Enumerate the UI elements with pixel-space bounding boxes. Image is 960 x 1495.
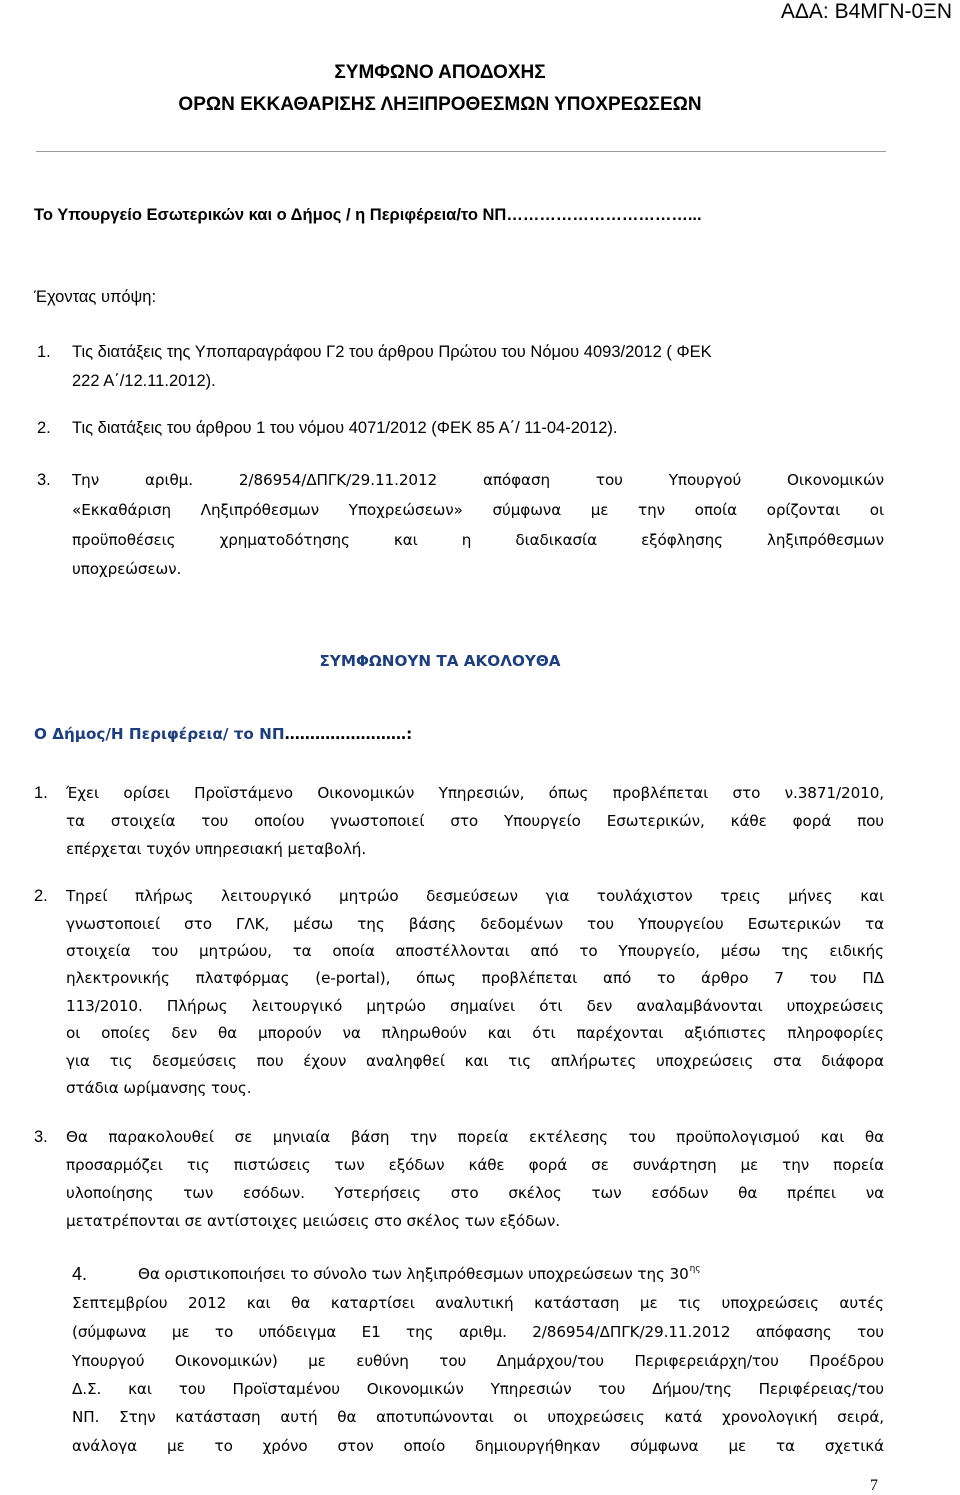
item-4-line-7: ανάλογα με το χρόνο στον οποίο δημιουργήθηκαν σύμφωνα με τα σχετικά [72, 1437, 884, 1455]
item-1-line-2: τα στοιχεία του οποίου γνωστοποιεί στο Υπουργείο Εσωτερικών, κάθε φορά που [66, 812, 884, 830]
parties-line: Το Υπουργείο Εσωτερικών και ο Δήμος / η Περιφέρεια/το ΝΠ……………………………... [34, 206, 702, 224]
consideration-3-line-3: προϋποθέσεις χρηματοδότησης και η διαδικασία εξόφλησης ληξιπρόθεσμων [72, 531, 884, 549]
item-3-line-3: υλοποίησης των εσόδων. Υστερήσεις στο σκέλος των εσόδων θα πρέπει να [66, 1184, 884, 1202]
item-2-line-5: 113/2010. Πλήρως λειτουργικό μητρώο σημαίνει ότι δεν αναλαμβάνονται υποχρεώσεις [66, 997, 884, 1015]
consideration-3-number: 3. [37, 471, 51, 489]
party-line-label: Ο Δήμος/Η Περιφέρεια/ το ΝΠ [34, 725, 285, 743]
item-2-line-4: ηλεκτρονικής πλατφόρμας (e-portal), όπως προβλέπεται από το άρθρο 7 του ΠΔ [66, 969, 884, 987]
item-3-line-2: προσαρμόζει τις πιστώσεις των εξόδων κάθε φορά σε συνάρτηση με την πορεία [66, 1156, 884, 1174]
item-4-line-1-wrap [138, 1265, 700, 1283]
item-1-number: 1. [34, 784, 48, 802]
item-2-line-6: οι οποίες δεν θα μπορούν να πληρωθούν και ότι παρέχονται αξιόπιστες πληροφορίες [66, 1024, 884, 1042]
item-1-line-3: επέρχεται τυχόν υπηρεσιακή μεταβολή. [66, 840, 367, 858]
item-3-number: 3. [34, 1128, 48, 1146]
item-3-line-1: Θα παρακολουθεί σε μηνιαία βάση την πορεία εκτέλεσης του προϋπολογισμού και θα [66, 1128, 884, 1146]
consideration-1-line-1: Τις διατάξεις της Υποπαραγράφου Γ2 του άρθρου Πρώτου του Νόμου 4093/2012 ( ΦΕΚ [72, 343, 712, 361]
consideration-3-line-4: υποχρεώσεων. [72, 560, 182, 578]
item-2-line-8: στάδια ωρίμανσης τους. [66, 1079, 252, 1097]
consideration-2-number: 2. [37, 419, 51, 437]
title-divider [36, 151, 886, 152]
item-2-line-3: στοιχεία του μητρώου, τα οποία αποστέλλονται από το Υπουργείο, μέσω της ειδικής [66, 942, 884, 960]
party-line [34, 725, 412, 743]
item-2-line-1: Τηρεί πλήρως λειτουργικό μητρώο δεσμεύσεων για τουλάχιστον τρεις μήνες και [66, 887, 884, 905]
item-2-number: 2. [34, 887, 48, 905]
considering-heading: Έχοντας υπόψη: [34, 288, 157, 306]
item-2-line-2: γνωστοποιεί στο ΓΛΚ, μέσω της βάσης δεδομένων του Υπουργείου Εσωτερικών τα [66, 915, 884, 933]
item-4-line-6: ΝΠ. Στην κατάσταση αυτή θα αποτυπώνονται οι υποχρεώσεις κατά χρονολογική σειρά, [72, 1408, 884, 1426]
item-4-line-3: (σύμφωνα με το υπόδειγμα Ε1 της αριθμ. 2/86954/ΔΠΓΚ/29.11.2012 απόφασης του [72, 1323, 884, 1341]
agree-heading: ΣΥΜΦΩΝΟΥΝ ΤΑ ΑΚΟΛΟΥΘΑ [319, 652, 561, 670]
item-4-line-4: Υπουργού Οικονομικών) με ευθύνη του Δημάρχου/του Περιφερειάρχη/του Προέδρου [72, 1352, 884, 1370]
consideration-3-line-1: Την αριθμ. 2/86954/ΔΠΓΚ/29.11.2012 απόφαση του Υπουργού Οικονομικών [72, 471, 884, 489]
item-4-line-5: Δ.Σ. και του Προϊσταμένου Οικονομικών Υπηρεσιών του Δήμου/της Περιφέρειας/του [72, 1380, 884, 1398]
ada-code: ΑΔΑ: Β4ΜΓΝ-0ΞΝ [780, 0, 952, 23]
page-number: 7 [870, 1477, 878, 1494]
item-3-line-4: μετατρέπονται σε αντίστοιχες μειώσεις στο σκέλος των εξόδων. [66, 1212, 561, 1230]
item-1-line-1: Έχει ορίσει Προϊστάμενο Οικονομικών Υπηρεσιών, όπως προβλέπεται στο ν.3871/2010, [66, 784, 884, 802]
document-title-line-2: ΟΡΩΝ ΕΚΚΑΘΑΡΙΣΗΣ ΛΗΞΙΠΡΟΘΕΣΜΩΝ ΥΠΟΧΡΕΩΣΕΩΝ [178, 94, 702, 115]
item-4-line-2: Σεπτεμβρίου 2012 και θα καταρτίσει αναλυτική κατάσταση με τις υποχρεώσεις αυτές [72, 1294, 884, 1312]
consideration-1-number: 1. [37, 343, 51, 361]
party-line-dots: ……………………: [284, 725, 413, 743]
item-2-line-7: για τις δεσμεύσεις που έχουν αναληφθεί και τις απλήρωτες υποχρεώσεις στα διάφορα [66, 1052, 884, 1070]
consideration-2-line-1: Τις διατάξεις του άρθρου 1 του νόμου 4071/2012 (ΦΕΚ 85 Α΄/ 11-04-2012). [72, 419, 618, 437]
document-title-line-1: ΣΥΜΦΩΝΟ ΑΠΟΔΟΧΗΣ [334, 62, 546, 83]
item-4-number: 4. [72, 1264, 88, 1284]
consideration-3-line-2: «Εκκαθάριση Ληξιπρόθεσμων Υποχρεώσεων» σύμφωνα με την οποία ορίζονται οι [72, 501, 884, 519]
item-4-superscript: ης [689, 1264, 701, 1274]
consideration-1-line-2: 222 Α΄/12.11.2012). [72, 372, 216, 390]
item-4-line-1: Θα οριστικοποιήσει το σύνολο των ληξιπρόθεσμων υποχρεώσεων της 30 [138, 1265, 689, 1283]
